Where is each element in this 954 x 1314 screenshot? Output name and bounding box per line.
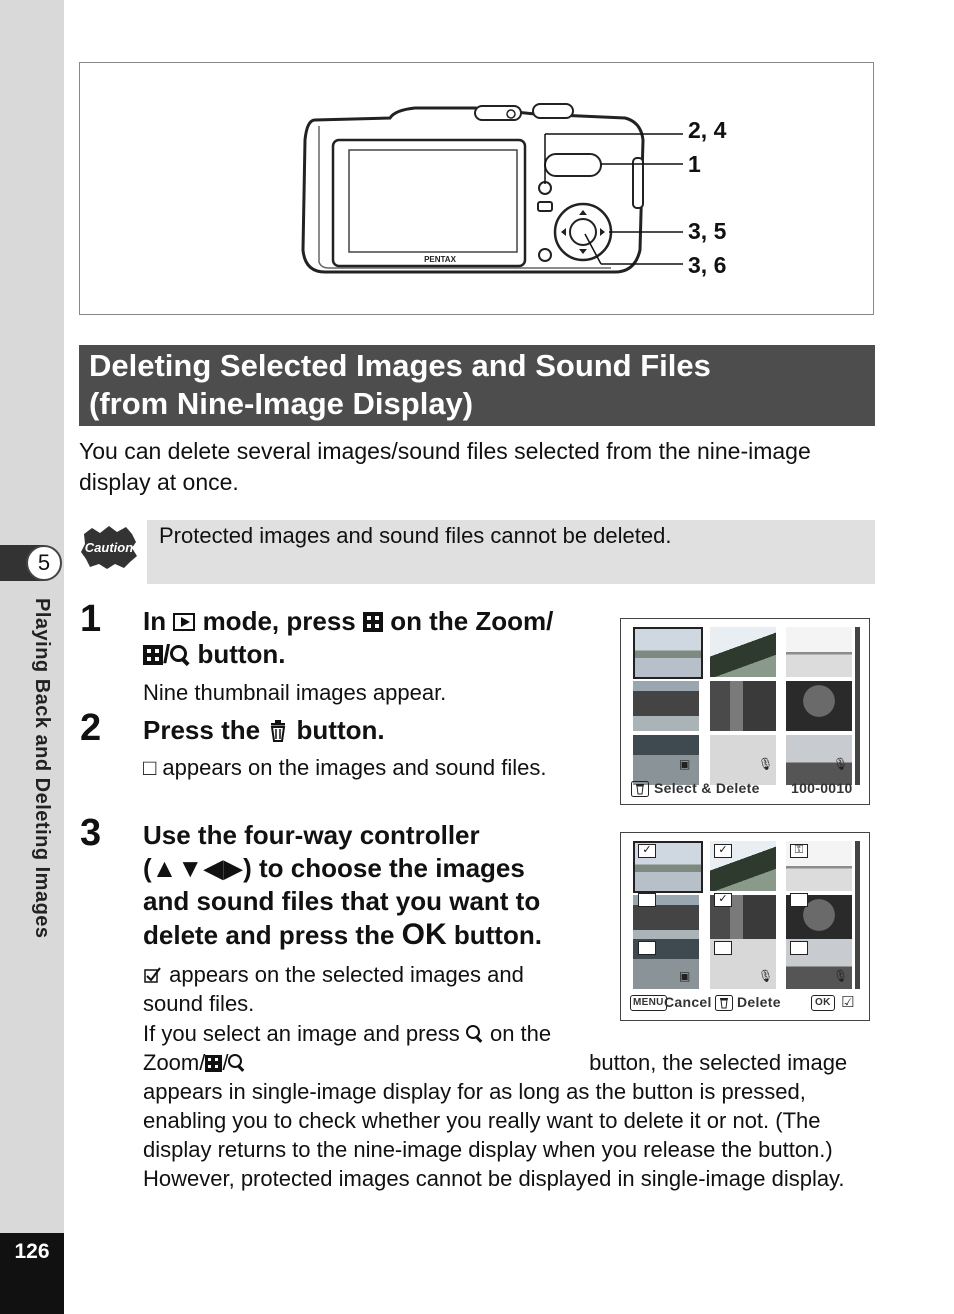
step-3-title-line-4 [143,918,613,952]
step-2-body [143,753,546,782]
callout-3-6: 3, 6 [688,252,727,278]
step-3-body-2-a: If you select an image and press [143,1021,466,1046]
caution-icon [80,524,138,570]
microphone-icon: 🎙 [758,969,774,983]
checked-icon[interactable]: ✓ [638,844,656,858]
zoom-icon [466,1025,484,1043]
step-1-title-b: mode, press [195,606,363,636]
delete-label: Delete [737,994,781,1010]
checked-icon: ☑ [841,994,855,1011]
step-1-title [143,605,613,671]
step-2-title-a: Press the [143,715,268,745]
nine-image-icon [363,612,383,632]
chapter-number: 5 [26,545,62,581]
checkbox-icon[interactable] [790,893,808,907]
trash-icon [631,781,649,797]
scrollbar[interactable] [855,627,860,785]
callout-3-5: 3, 5 [688,218,727,244]
step-3-body-1-text: appears on the selected images and sound files. [143,962,524,1016]
step-1-title-c: on the Zoom/ [382,606,554,636]
step-3-title [143,819,613,952]
chapter-title [30,598,60,1008]
step-3-body-1 [143,960,583,1018]
trash-icon [715,995,733,1011]
checkbox-icon[interactable] [638,941,656,955]
trash-icon [267,720,289,742]
camera-brand: PENTAX [424,255,456,264]
step-3-body-2-b: on the Zoom/ [143,1021,552,1075]
zoom-icon [170,645,190,665]
callout-1: 1 [688,151,701,177]
step-3-title-end: button. [446,920,542,950]
microphone-icon: 🎙 [833,969,849,983]
thumbnail [786,627,852,677]
ok-button-label: OK [401,918,447,951]
heading-line-2: (from Nine-Image Display) [89,386,474,421]
callout-2-4: 2, 4 [688,117,727,143]
nine-image-icon [143,645,163,665]
microphone-icon: 🎙 [758,757,774,771]
thumbnail [710,627,776,677]
cancel-label: Cancel [664,994,712,1010]
protect-key-icon: ⚿ [790,844,808,858]
checkbox-icon[interactable] [638,893,656,907]
step-3-title-line-2: (▲▼◀▶) to choose the images [143,853,525,883]
caution-icon-label: Caution [84,540,134,555]
playback-icon [173,613,195,631]
scrollbar[interactable] [855,841,860,989]
step-3-title-line-3: and sound files that you want to [143,886,541,916]
checkbox-icon[interactable] [790,941,808,955]
thumbnail [786,681,852,731]
movie-icon: ▣ [679,757,691,771]
chapter-title-text: Playing Back and Deleting Images [31,598,53,939]
step-3-body-2 [143,1019,873,1193]
step-3-number: 3 [80,812,102,854]
step-2-title-b: button. [289,715,385,745]
zoom-icon [228,1054,246,1072]
step-1-number: 1 [80,598,102,640]
checkbox-icon[interactable] [714,941,732,955]
ok-button-icon[interactable]: OK [811,995,835,1011]
status-file-number: 100-0010 [791,780,853,796]
menu-button-icon[interactable]: MENU [630,995,667,1011]
step-2-title [143,714,385,747]
screen-nine-image-checked [620,832,870,1021]
step-3-body-2-c: / [222,1050,229,1075]
step-3-body-2-d: button, the selected image appears in single-image display for as long as the button is pressed, enabling you to check whether you really want to delete it or not. (The display returns to the nine-image display when you release the button.) However, protected images cannot be displayed in single-image display. [143,1050,848,1191]
checked-icon[interactable]: ✓ [714,893,732,907]
step-1-title-e: button. [190,639,286,669]
thumbnail [633,681,699,731]
camera-back-illustration [295,100,695,280]
nine-image-icon [205,1055,222,1072]
checked-icon [143,966,163,984]
thumbnail [633,627,703,679]
page-number: 126 [14,1240,50,1263]
intro-paragraph: You can delete several images/sound files selected from the nine-image display at once. [79,438,811,495]
checkbox-icon: □ [143,755,157,780]
step-1-title-d: / [163,639,171,669]
checked-icon[interactable]: ✓ [714,844,732,858]
step-2-number: 2 [80,707,102,749]
microphone-icon: 🎙 [833,757,849,771]
heading-line-1: Deleting Selected Images and Sound Files [89,348,711,383]
movie-icon: ▣ [679,969,691,983]
thumbnail [710,681,776,731]
status-select-delete: Select & Delete [654,780,760,796]
screen-nine-image-select [620,618,870,805]
step-1-body: Nine thumbnail images appear. [143,680,447,705]
step-2-body-text: appears on the images and sound files. [156,755,547,780]
step-3-title-line-4-text: delete and press the [143,920,402,950]
section-heading [79,345,875,426]
step-1-title-a: In [143,606,174,636]
step-3-title-line-1: Use the four-way controller [143,820,480,850]
caution-text: Protected images and sound files cannot be deleted. [159,523,672,548]
